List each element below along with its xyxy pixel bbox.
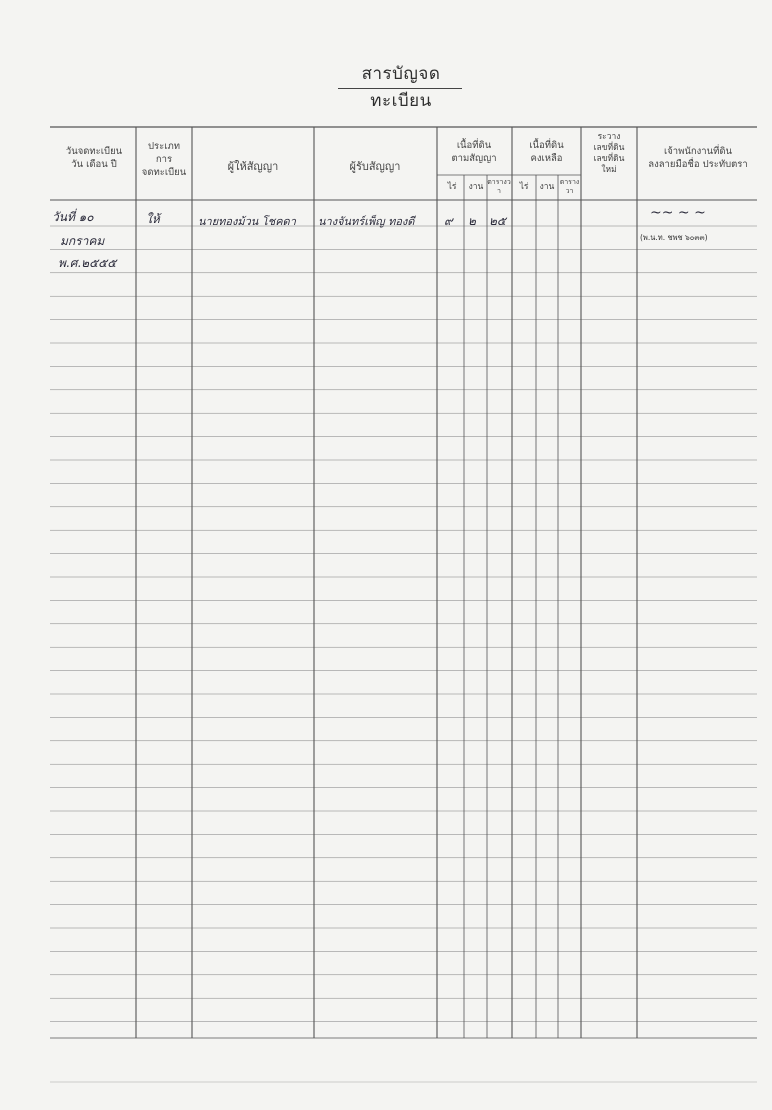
subheader-ngan-1: งาน [468,182,484,192]
subheader-rai-2: ไร่ [519,182,529,192]
subheader-wa-1: ตารางวา [487,178,511,195]
entry-rai: ๙ [444,214,453,228]
entry-grantor: นายทองม้วน โชคดา [198,215,296,228]
subheader-rai-1: ไร่ [447,182,457,192]
entry-grantee: นางจันทร์เพ็ญ ทองดี [318,215,415,228]
header-grantor: ผู้ให้สัญญา [227,160,279,173]
entry-date-month: มกราคม [60,234,105,248]
entry-wa: ๒๕ [489,214,506,228]
header-registration-type: ประเภท การ จดทะเบียน [141,141,187,178]
header-land-number: ระวาง เลขที่ดิน เลขที่ดิน ใหม่ [593,132,625,175]
officer-signature: ~~ ~ ~ [650,205,706,221]
entry-date-day: วันที่ ๑๐ [52,210,94,224]
entry-date-year: พ.ศ.๒๕๕๕ [58,256,117,270]
entry-ngan: ๒ [468,214,476,228]
header-land-officer: เจ้าพนักงานที่ดิน ลงลายมือชื่อ ประทับตรา [648,146,748,170]
document-title: สารบัญจดทะเบียน [361,64,441,111]
header-grantee: ผู้รับสัญญา [349,160,401,173]
subheader-wa-2: ตารางวา [559,178,580,195]
officer-stamp: (พ.น.ท. ชพช ๖๐๓๓) [640,233,708,242]
header-registration-date: วันจดทะเบียน วัน เดือน ปี [65,146,123,170]
header-area-remaining: เนื้อที่ดิน คงเหลือ [529,140,564,164]
subheader-ngan-2: งาน [539,182,555,192]
entry-type: ให้ [146,212,160,226]
header-area-by-contract: เนื้อที่ดิน ตามสัญญา [451,140,497,164]
